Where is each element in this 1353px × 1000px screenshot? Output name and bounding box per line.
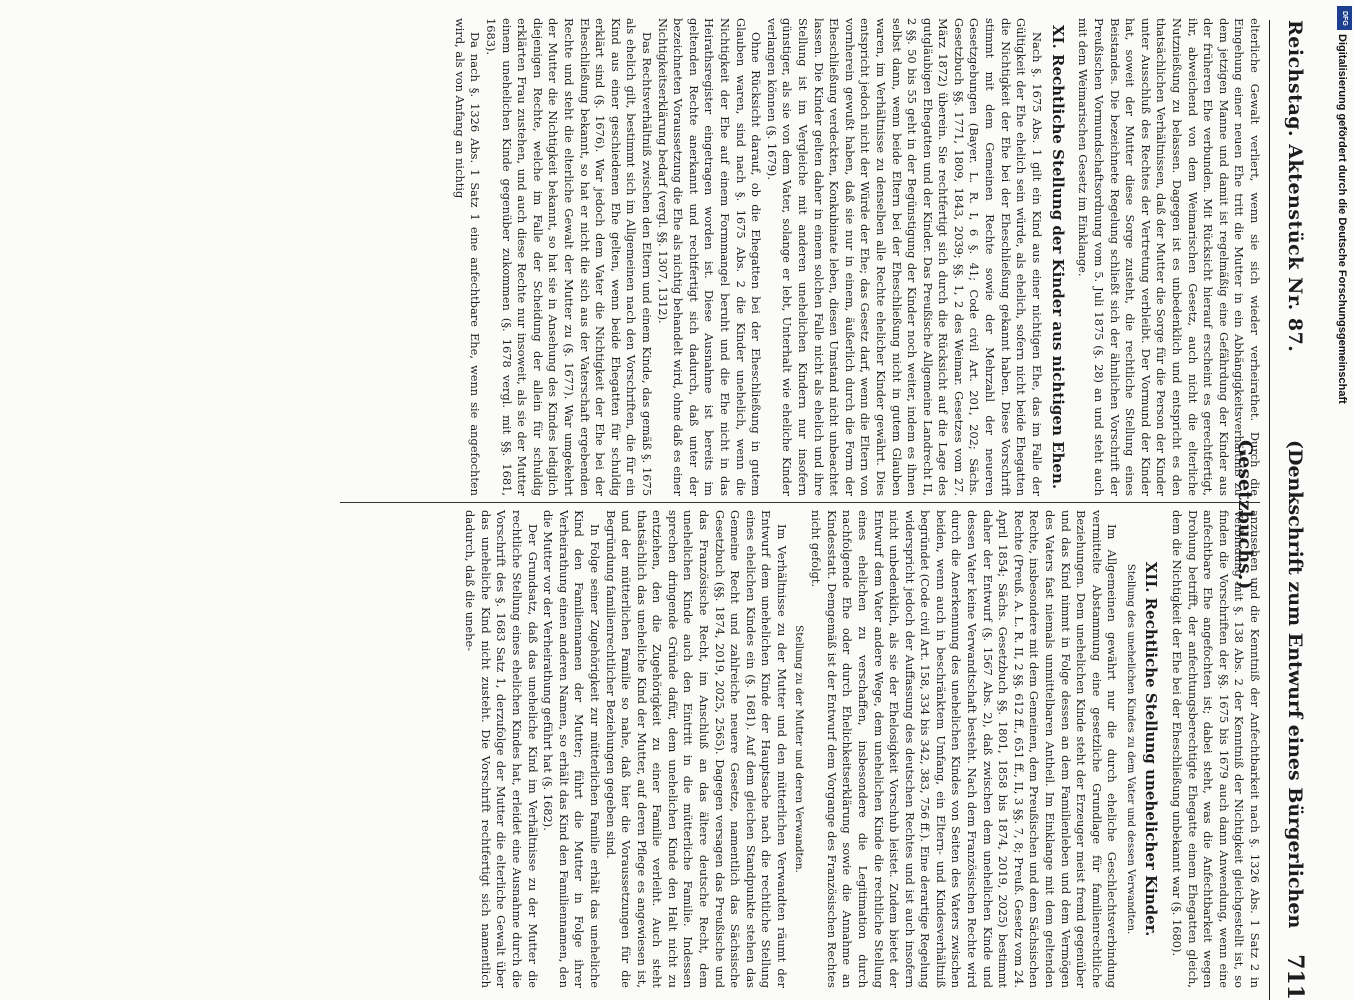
dfg-logo: DFG — [1337, 6, 1352, 30]
section-heading: XI. Rechtliche Stellung der Kinder aus nichtigen Ehen. — [1048, 24, 1067, 490]
subsection-caption: Stellung zu der Mutter und deren Verwandten. — [792, 625, 805, 873]
paragraph: Im Allgemeinen gewährt nur die durch eheliche Geschlechtsverbindung vermittelte Abstammung eine gesetzliche Grundlage für familienrechtliche Beziehungen. Dem unehelichen Kinde steht der Erzeuger meist fremd gegenüber und das Kind nimmt in Folge dessen an dem Familienleben und dem Vermögen des Vaters fast niemals unmittelbaren Antheil. Im Einklange mit dem geltenden Rechte, insbesondere mit dem Gemeinen, dem Preußischen und dem Sächsischen Rechte (Preuß. A. L. R. II, 2 §§. 612 ff., 651 ff., II, 3 §§. 7, 8; Preuß. Gesetz vom 24. April 1854; Sächs. Gesetzbuch §§. 1801, 1858 bis 1874, 2019, 2025) bestimmt daher der Entwurf (§. 1567 Abs. 2), daß zwischen dem unehelichen Kinde und dessen Vater keine Verwandtschaft besteht. Nach dem Französischen Rechte wird durch die Anerkennung des unehelichen Kindes von Seiten des Vaters zwischen beiden, wenn auch in beschränktem Umfang, ein Eltern- und Kindesverhältniß begründet (Code civil Art. 158, 334 bis 342, 383, 756 ff.). Eine derartige Regelung widerspricht jedoch der Auffassung des deutschen Rechtes und ist auch insofern nicht unbedenklich, als sie der Ehelosigkeit Vorschub leistet. Zudem bietet der Entwurf dem Vater andere Wege, dem unehelichen Kinde die rechtliche Stellung eines ehelichen zu verschaffen, insbesondere die Legitimation durch nachfolgende Ehe oder durch Ehelichkeitserklärung sowie die Annahme an Kindesstatt. Demgemäß ist der Entwurf dem Vorgange des Französischen Rechtes nicht gefolgt. — [809, 510, 1120, 988]
paragraph: In Folge seiner Zugehörigkeit zur mütterlichen Familie erhält das uneheliche Kind den Familiennamen der Mutter; führt die Mutter in Folge ihrer Verheirathung einen anderen Namen, so erhält das Kind den Familiennamen, den die Mutter vor der Verheirathung geführt hat (§. 1682). — [541, 510, 602, 988]
digitization-note: Digitalisierung gefördert durch die Deutsche Forschungsgemeinschaft — [1336, 34, 1348, 404]
paragraph: elterliche Gewalt verliert, wenn sie sich wieder verheirathet. Durch die Eingehung einer neuen Ehe tritt die Mutter in ein Abhängigkeitsverhältniß zu dem jetzigen Manne und damit ist regelmäßig eine Gefährdung der Kinder aus der früheren Ehe verbunden. Mit Rücksicht hierauf erscheint es gerechtfertigt, ihr, abweichend von dem Weimarischen Gesetz, auch nicht die elterliche Nutznießung zu belassen. Dagegen ist es unbedenklich und entspricht es den thatsächlichen Verhältnissen, daß der Mutter die Sorge für die Person der Kinder unter Ausschluß des Rechtes der Vertretung verbleibt. Der Vormund der Kinder hat, soweit der Mutter diese Sorge zusteht, die rechtliche Stellung eines Beistandes. Die bezeichnete Regelung schließt sich der ähnlichen Vorschrift der Preußischen Vormundschaftsordnung vom 5. Juli 1875 (§. 28) an und steht auch mit dem Weimarischen Gesetz im Einklange. — [1076, 18, 1262, 496]
section-heading: XII. Rechtliche Stellung unehelicher Kinder. — [1142, 561, 1161, 937]
paragraph: Im Verhältnisse zu der Mutter und den mütterlichen Verwandten räumt der Entwurf dem unehelichen Kinde der Hauptsache nach die rechtliche Stellung eines ehelichen Kindes ein (§. 1681). Auf dem gleichen Standpunkte stehen das Gemeine Recht und zahlreiche neuere Gesetze, namentlich das Sächsische Gesetzbuch (§§. 1874, 2019, 2025, 2565). Dagegen versagen das Preußische und das Französische Recht, im Anschluß an das ältere deutsche Recht, dem unehelichen Kinde auch den Eintritt in die mütterliche Familie. Indessen sprechen dringende Gründe dafür, dem unehelichen Kinde den Halt nicht zu entziehen, den die Zugehörigkeit zu einer Familie verleiht. Auch steht thatsächlich das uneheliche Kind der Mutter, auf deren Pflege es angewiesen ist, und der mütterlichen Familie so nahe, daß hier die Voraussetzungen für die Begründung familienrechtlicher Beziehungen gegeben sind. — [603, 510, 790, 988]
paragraph: Nach §. 1675 Abs. 1 gilt ein Kind aus einer nichtigen Ehe, das im Falle der Gültigkeit der Ehe ehelich sein würde, als ehelich, sofern nicht beide Ehegatten die Nichtigkeit der Ehe bei der Eheschließung gekannt haben. Diese Vorschrift stimmt mit dem Gemeinen Rechte sowie der Mehrzahl der neueren Gesetzgebungen (Bayer. L. R. I, 6 §. 41; Code civil Art. 201, 202; Sächs. Gesetzbuch §§. 1771, 1809, 1843, 2039; §§. 1, 2 des Weimar. Gesetzes vom 27. März 1872) überein. Sie rechtfertigt sich durch die Rücksicht auf die Lage des gutgläubigen Ehegatten und der Kinder. Das Preußische Allgemeine Landrecht II, 2 §§. 50 bis 55 geht in der Begünstigung der Kinder noch weiter, indem es ihnen selbst dann, wenn beide Eltern bei der Eheschließung nicht in gutem Glauben waren, im Verhältnisse zu denselben alle Rechte ehelicher Kinder gewährt. Dies entspricht jedoch nicht der Würde der Ehe; das Gesetz darf, wenn die Eltern von vornherein gewußt haben, daß sie nur in einem, äußerlich durch die Form der Eheschließung verdeckten, Konkubinate leben, diesen Umstand nicht unbeachtet lassen. Die Kinder gelten daher in einem solchen Falle nicht als ehelich und ihre Stellung ist im Vergleiche mit anderen unehelichen Kindern nur insofern günstiger, als sie von dem Vater, solange er lebt, Unterhalt wie eheliche Kinder verlangen können (§. 1679). — [764, 18, 1044, 496]
paragraph: anzusehen und die Kenntniß der Anfechtbarkeit nach §. 1326 Abs. 1 Satz 2 in Verbindung mit §. 138 Abs. 2 der Kenntniß der Nichtigkeit gleichgestellt ist, so finden die Vorschriften der §§. 1675 bis 1679 auch dann Anwendung, wenn eine anfechtbare Ehe angefochten ist; dabei steht, was die Anfechtbarkeit wegen Drohung betrifft, der anfechtungsberechtigte Ehegatte einem Ehegatten gleich, dem die Nichtigkeit der Ehe bei der Eheschließung unbekannt war (§. 1680). — [1170, 510, 1262, 988]
paragraph: Der Grundsatz, daß das uneheliche Kind im Verhältnisse zu der Mutter die rechtliche Stellung eines ehelichen Kindes hat, erleidet eine Ausnahme durch die Vorschrift des §. 1683 Satz 1, derzufolge der Mutter die elterliche Gewalt über das uneheliche Kind nicht zusteht. Die Vorschrift rechtfertigt sich namentlich dadurch, daß die unehe- — [463, 510, 540, 988]
rotated-document-sheet — [30, 0, 1330, 1000]
paragraph: Das Rechtsverhältniß zwischen den Eltern und einem Kinde, das gemäß §. 1675 als ehelich gilt, bestimmt sich im Allgemeinen nach den Vorschriften, die für ein Kind aus einer geschiedenen Ehe gelten, wenn beide Ehegatten für schuldig erklärt sind (§. 1676). War jedoch dem Vater die Nichtigkeit der Ehe bei der Eheschließung bekannt, so hat er nicht die sich aus der Vaterschaft ergebenden Rechte und steht die elterliche Gewalt der Mutter zu (§. 1677). War umgekehrt der Mutter die Nichtigkeit bekannt, so hat sie in Ansehung des Kindes lediglich diejenigen Rechte, welche im Falle der Scheidung der allein für schuldig erklärten Frau zustehen, und auch diese Rechte nur insoweit, als sie der Mutter einem unehelichen Kinde gegenüber zukommen (§. 1678 vergl. mit §§. 1681, 1683). — [484, 18, 655, 496]
subsection-caption: Stellung des unehelichen Kindes zu dem Vater und dessen Verwandten. — [1125, 563, 1137, 935]
paragraph: Da nach §. 1326 Abs. 1 Satz 1 eine anfechtbare Ehe, wenn sie angefochten wird, als von Anfang an nichtig — [452, 18, 483, 496]
column-divider — [340, 502, 1260, 503]
header-rule — [1269, 20, 1270, 1000]
running-head-left: Reichstag. Aktenstück Nr. 87. — [1284, 20, 1306, 353]
right-column — [462, 510, 1262, 988]
running-head-title: (Denkschrift zum Entwurf eines Bürgerlichen Gesetzbuchs.) — [1234, 440, 1306, 929]
running-head — [1234, 20, 1320, 1000]
paragraph: Ohne Rücksicht darauf, ob die Ehegatten bei der Eheschließung in gutem Glauben waren, sind nach §. 1675 Abs. 2 die Kinder unehelich, wenn die Nichtigkeit der Ehe auf einem Formmangel beruht und die Ehe nicht in das Heirathsregister eingetragen worden ist. Diese Ausnahme ist bereits im geltenden Rechte anerkannt und rechtfertigt sich dadurch, daß unter der bezeichneten Voraussetzung die Ehe als nichtig behandelt wird, ohne daß es einer Nichtigkeitserklärung bedarf (vergl. §§. 1307, 1312). — [655, 18, 764, 496]
left-column — [451, 18, 1262, 496]
page-number: 711 — [1282, 954, 1308, 1000]
